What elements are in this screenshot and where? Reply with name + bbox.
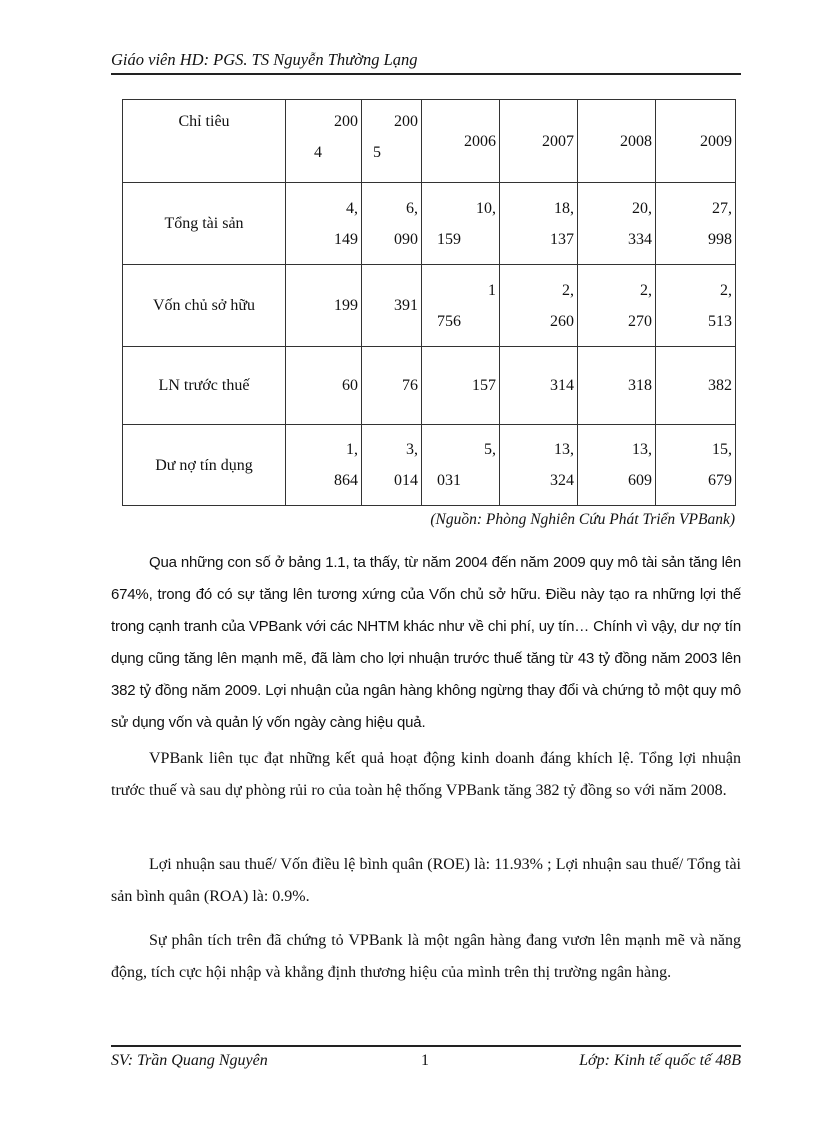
row-label: LN trước thuế xyxy=(123,347,286,425)
footer-student: SV: Trần Quang Nguyên xyxy=(111,1052,268,1069)
bank-indicators-table xyxy=(122,99,736,506)
value-cell: 13, 609 xyxy=(578,425,656,506)
paragraph-2: VPBank liên tục đạt những kết quả hoạt động kinh doanh đáng khích lệ. Tổng lợi nhuận trước thuế và sau dự phòng rủi ro của toàn hệ thống VPBank tăng 382 tỷ đồng so với năm 2008. xyxy=(111,750,741,799)
table-row-equity xyxy=(123,265,736,347)
value-cell: 1, 864 xyxy=(286,425,362,506)
page-header-advisor: Giáo viên HD: PGS. TS Nguyễn Thường Lạng xyxy=(111,50,418,69)
year-cell-2006: 2006 xyxy=(422,100,500,183)
value-cell: 2, 260 xyxy=(500,265,578,347)
value-cell: 10, 159 xyxy=(422,183,500,265)
header-rule xyxy=(111,73,741,75)
value-cell: 199 xyxy=(286,265,362,347)
paragraph-1: Qua những con số ở bảng 1.1, ta thấy, từ năm 2004 đến năm 2009 quy mô tài sản tăng lên 674%, trong đó có sự tăng lên tương xứng của Vốn chủ sở hữu. Điều này tạo ra những lợi thế trong cạnh tranh của VPBank với các NHTM khác như về chi phí, uy tín… Chính vì vậy, dư nợ tín dụng cũng tăng lên mạnh mẽ, đã làm cho lợi nhuận trước thuế tăng từ 43 tỷ đồng năm 2003 lên 382 tỷ đồng năm 2009. Lợi nhuận của ngân hàng không ngừng thay đổi và chứng tỏ một quy mô sử dụng vốn và quản lý vốn ngày càng hiệu quả. xyxy=(111,554,741,731)
value-cell: 1 756 xyxy=(422,265,500,347)
table-row-pretax-profit xyxy=(123,347,736,425)
value-cell: 157 xyxy=(422,347,500,425)
year-cell-2008: 2008 xyxy=(578,100,656,183)
table-row-credit-outstanding xyxy=(123,425,736,506)
year-cell-2005 xyxy=(362,100,422,183)
row-label: Dư nợ tín dụng xyxy=(123,425,286,506)
page-number: 1 xyxy=(421,1052,429,1069)
value-cell: 391 xyxy=(362,265,422,347)
value-cell: 5, 031 xyxy=(422,425,500,506)
value-cell: 76 xyxy=(362,347,422,425)
footer-class: Lớp: Kinh tế quốc tế 48B xyxy=(579,1052,741,1069)
value-cell: 60 xyxy=(286,347,362,425)
value-cell: 4, 149 xyxy=(286,183,362,265)
year-cell-2004 xyxy=(286,100,362,183)
value-cell: 27, 998 xyxy=(656,183,736,265)
value-cell: 18, 137 xyxy=(500,183,578,265)
table-row-total-assets xyxy=(123,183,736,265)
table-source-note: (Nguồn: Phòng Nghiên Cứu Phát Triển VPBank) xyxy=(430,511,735,528)
value-cell: 13, 324 xyxy=(500,425,578,506)
year-bottom: 4 xyxy=(314,144,322,161)
year-cell-2007: 2007 xyxy=(500,100,578,183)
value-cell: 15, 679 xyxy=(656,425,736,506)
paragraph-3: Lợi nhuận sau thuế/ Vốn điều lệ bình quân (ROE) là: 11.93% ; Lợi nhuận sau thuế/ Tổng tài sản bình quân (ROA) là: 0.9%. xyxy=(111,856,741,905)
year-cell-2009: 2009 xyxy=(656,100,736,183)
footer-rule xyxy=(111,1045,741,1047)
value-cell: 3, 014 xyxy=(362,425,422,506)
value-cell: 318 xyxy=(578,347,656,425)
value-cell: 314 xyxy=(500,347,578,425)
row-label: Tổng tài sản xyxy=(123,183,286,265)
year-bottom: 5 xyxy=(373,144,381,161)
paragraph-4: Sự phân tích trên đã chứng tỏ VPBank là một ngân hàng đang vươn lên mạnh mẽ và năng động, tích cực hội nhập và khẳng định thương hiệu của mình trên thị trường ngân hàng. xyxy=(111,932,741,981)
value-cell: 20, 334 xyxy=(578,183,656,265)
row-label: Vốn chủ sở hữu xyxy=(123,265,286,347)
header-label-cell: Chỉ tiêu xyxy=(123,100,286,183)
year-top: 200 xyxy=(334,113,358,130)
value-cell: 6, 090 xyxy=(362,183,422,265)
value-cell: 2, 513 xyxy=(656,265,736,347)
value-cell: 2, 270 xyxy=(578,265,656,347)
value-cell: 382 xyxy=(656,347,736,425)
table-header-row xyxy=(123,100,736,183)
year-top: 200 xyxy=(394,113,418,130)
